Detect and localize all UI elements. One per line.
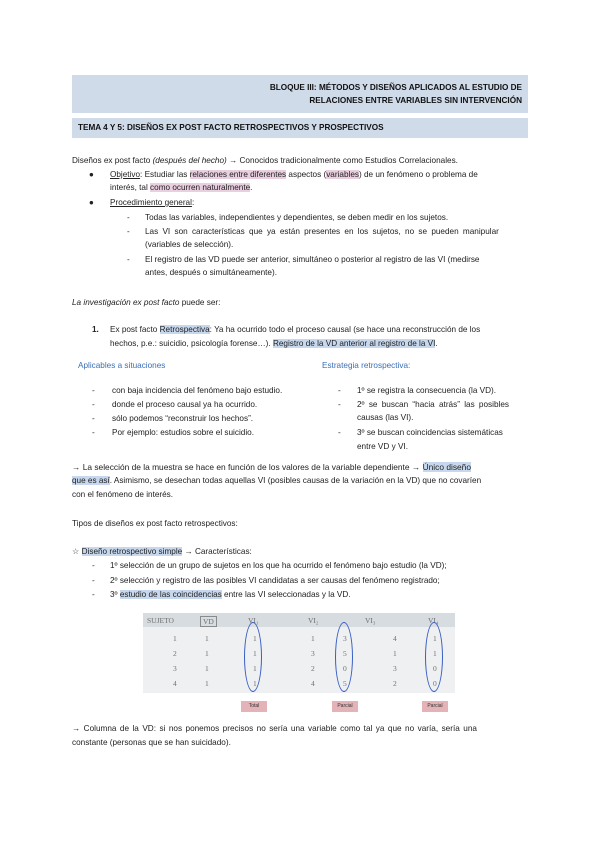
dash-icon: - — [92, 386, 95, 395]
table-cell: 1 — [433, 649, 437, 658]
table-cell: 4 — [393, 634, 397, 643]
total-tag: Total — [241, 701, 267, 712]
right-column-item: causas (las VI). — [357, 413, 414, 422]
left-column-item: con baja incidencia del fenómeno bajo estudio. — [112, 386, 283, 395]
simple-design-item: 3º estudio de las coincidencias entre las VI seleccionadas y la VD. — [110, 590, 351, 599]
table-cell: 1 — [393, 649, 397, 658]
partial-tag: Parcial — [422, 701, 448, 712]
procedure-item: El registro de las VD puede ser anterior, simultáneo o posterior al registro de las VI (medirse — [145, 255, 480, 264]
left-column-item: sólo podemos “reconstruir los hechos”. — [112, 414, 254, 423]
table-cell: 2 — [311, 664, 315, 673]
objective-line-2: interés, tal como ocurren naturalmente. — [110, 183, 253, 192]
table-cell: 4 — [173, 679, 177, 688]
table-cell: 3 — [173, 664, 177, 673]
table-cell: 1 — [205, 679, 209, 688]
highlight-ellipse — [244, 622, 262, 692]
left-column-item: Por ejemplo: estudios sobre el suicidio. — [112, 428, 254, 437]
vd-note-line: → Columna de la VD: si nos ponemos precisos no sería una variable como tal ya que no varía, sería una — [72, 724, 477, 733]
highlight-ellipse — [425, 622, 443, 692]
table-header-cell: VI₂ — [308, 616, 319, 625]
right-column-item: 1º se registra la consecuencia (la VD). — [357, 386, 497, 395]
table-header-cell: VI₄ — [428, 616, 439, 625]
retrospective-line-2: hechos, p.e.: suicidio, psicología forense…). Registro de la VD anterior al registro de la VI. — [110, 339, 438, 348]
simple-design-item: 1º selección de un grupo de sujetos en los que ha ocurrido el fenómeno bajo estudio (la VD); — [110, 561, 447, 570]
dash-icon: - — [92, 561, 95, 570]
table-cell: 1 — [173, 634, 177, 643]
research-intro: La investigación ex post facto puede ser: — [72, 298, 221, 307]
topic-title: TEMA 4 Y 5: DISEÑOS EX POST FACTO RETROSPECTIVOS Y PROSPECTIVOS — [78, 123, 384, 132]
table-header-cell: VI₃ — [365, 616, 376, 625]
left-column-title: Aplicables a situaciones — [78, 361, 166, 370]
table-cell: 1 — [253, 679, 257, 688]
dash-icon: - — [127, 255, 130, 264]
table-cell: 5 — [343, 679, 347, 688]
data-table — [143, 613, 455, 693]
dash-icon: - — [92, 414, 95, 423]
dash-icon: - — [92, 428, 95, 437]
right-column-title: Estrategia retrospectiva: — [322, 361, 411, 370]
table-cell: 1 — [205, 664, 209, 673]
table-cell: 1 — [253, 664, 257, 673]
dash-icon: - — [127, 227, 130, 236]
types-title: Tipos de diseños ex post facto retrospectivos: — [72, 519, 238, 528]
right-column-item: entre VD y VI. — [357, 442, 408, 451]
table-cell: 5 — [343, 649, 347, 658]
vd-note-line-2: constante (personas que se han suicidado). — [72, 738, 231, 747]
dash-icon: - — [92, 576, 95, 585]
table-header-cell: VI₁ — [248, 616, 259, 625]
table-cell: 1 — [433, 634, 437, 643]
selection-line: → La selección de la muestra se hace en función de los valores de la variable dependiente → Único diseño — [72, 462, 471, 472]
table-cell: 2 — [393, 679, 397, 688]
selection-line-3: con el fenómeno de interés. — [72, 490, 174, 499]
dash-icon: - — [338, 386, 341, 395]
star-icon: ☆ — [72, 547, 82, 556]
left-column-item: donde el proceso causal ya ha ocurrido. — [112, 400, 258, 409]
right-column-item: 2º se buscan “hacia atrás” las posibles — [357, 400, 509, 409]
procedure-item: Las VI son características que ya están presentes en los sujetos, no se pueden manipular — [145, 227, 499, 236]
block-title-line1: BLOQUE III: MÉTODOS Y DISEÑOS APLICADOS AL ESTUDIO DE — [269, 83, 522, 92]
table-cell: 1 — [311, 634, 315, 643]
bullet-icon: ● — [89, 170, 94, 179]
table-cell: 1 — [205, 649, 209, 658]
bullet-icon: ● — [89, 198, 94, 207]
table-cell: 0 — [433, 664, 437, 673]
table-cell: 4 — [311, 679, 315, 688]
procedure-item: (variables de selección). — [145, 240, 234, 249]
table-cell: 0 — [343, 664, 347, 673]
list-number: 1. — [92, 325, 99, 334]
table-cell: 3 — [393, 664, 397, 673]
table-cell: 1 — [253, 649, 257, 658]
block-banner — [72, 75, 528, 113]
procedure-label: Procedimiento general: — [110, 198, 195, 207]
dash-icon: - — [92, 590, 95, 599]
objective-line: Objetivo: Estudiar las relaciones entre diferentes aspectos (variables) de un fenómeno o problema de — [110, 170, 478, 179]
table-cell: 1 — [205, 634, 209, 643]
table-cell: 0 — [433, 679, 437, 688]
procedure-item: Todas las variables, independientes y dependientes, se deben medir en los sujetos. — [145, 213, 449, 222]
table-cell: 1 — [253, 634, 257, 643]
table-header-cell: SUJETO — [147, 616, 174, 625]
table-cell: 3 — [343, 634, 347, 643]
table-cell: 3 — [311, 649, 315, 658]
procedure-item: antes, después o simultáneamente). — [145, 268, 277, 277]
dash-icon: - — [338, 428, 341, 437]
topic-banner — [72, 118, 528, 138]
intro-paragraph: Diseños ex post facto (después del hecho) → Conocidos tradicionalmente como Estudios Correlacionales. — [72, 156, 458, 165]
selection-line-2: que es así. Asimismo, se desechan todas aquellas VI (posibles causas de la variación en la VD) que no covaríen — [72, 476, 482, 485]
dash-icon: - — [127, 213, 130, 222]
highlight-ellipse — [335, 622, 353, 692]
simple-design-item: 2º selección y registro de las posibles VI candidatas a ser causas del fenómeno registrado; — [110, 576, 440, 585]
simple-design-title: ☆ Diseño retrospectivo simple → Características: — [72, 547, 252, 556]
partial-tag: Parcial — [332, 701, 358, 712]
retrospective-line: Ex post facto Retrospectiva: Ya ha ocurrido todo el proceso causal (se hace una reconstrucción de los — [110, 325, 481, 334]
table-cell: 2 — [173, 649, 177, 658]
dash-icon: - — [92, 400, 95, 409]
right-column-item: 3º se buscan coincidencias sistemáticas — [357, 428, 503, 437]
table-header-cell: VD — [200, 616, 217, 627]
table-header — [143, 613, 455, 627]
dash-icon: - — [338, 400, 341, 409]
block-title-line2: RELACIONES ENTRE VARIABLES SIN INTERVENCIÓN — [309, 96, 522, 105]
